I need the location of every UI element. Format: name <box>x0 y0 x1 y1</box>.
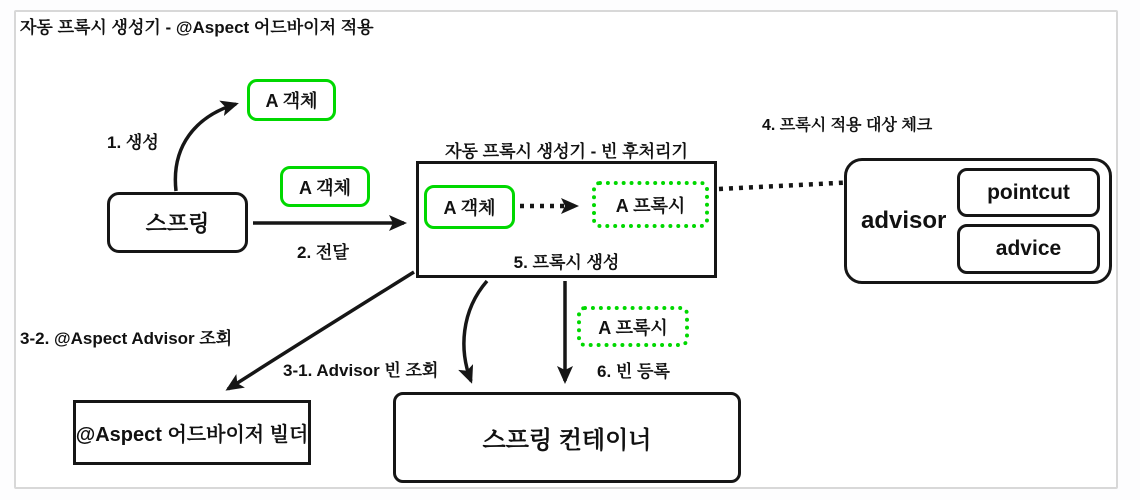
label-step6: 6. 빈 등록 <box>597 362 670 381</box>
node-aspect-advisor-builder: @Aspect 어드바이저 빌더 <box>73 400 311 465</box>
advisor-label: advisor <box>861 207 947 234</box>
node-a-object-top: A 객체 <box>247 79 336 121</box>
node-a-object-inner: A 객체 <box>424 185 515 229</box>
postprocessor-title: 자동 프록시 생성기 - 빈 후처리기 <box>445 142 688 161</box>
label-step1: 1. 생성 <box>107 133 159 152</box>
label-step32: 3-2. @Aspect Advisor 조회 <box>20 329 233 348</box>
node-spring: 스프링 <box>107 192 248 253</box>
label-step31: 3-1. Advisor 빈 조회 <box>283 361 439 380</box>
arrow-step31-bean-lookup <box>464 281 487 381</box>
node-a-proxy-bottom: A 프록시 <box>577 306 689 347</box>
node-pointcut: pointcut <box>957 168 1100 217</box>
node-spring-container: 스프링 컨테이너 <box>393 392 741 483</box>
label-step2: 2. 전달 <box>297 243 349 262</box>
arrow-step1-create <box>175 104 236 191</box>
label-step4: 4. 프록시 적용 대상 체크 <box>762 117 933 134</box>
page-title: 자동 프록시 생성기 - @Aspect 어드바이저 적용 <box>20 18 374 37</box>
label-step5: 5. 프록시 생성 <box>513 253 620 272</box>
node-a-object-mid: A 객체 <box>280 166 370 207</box>
node-advice: advice <box>957 224 1100 274</box>
node-a-proxy-inner: A 프록시 <box>592 181 709 228</box>
